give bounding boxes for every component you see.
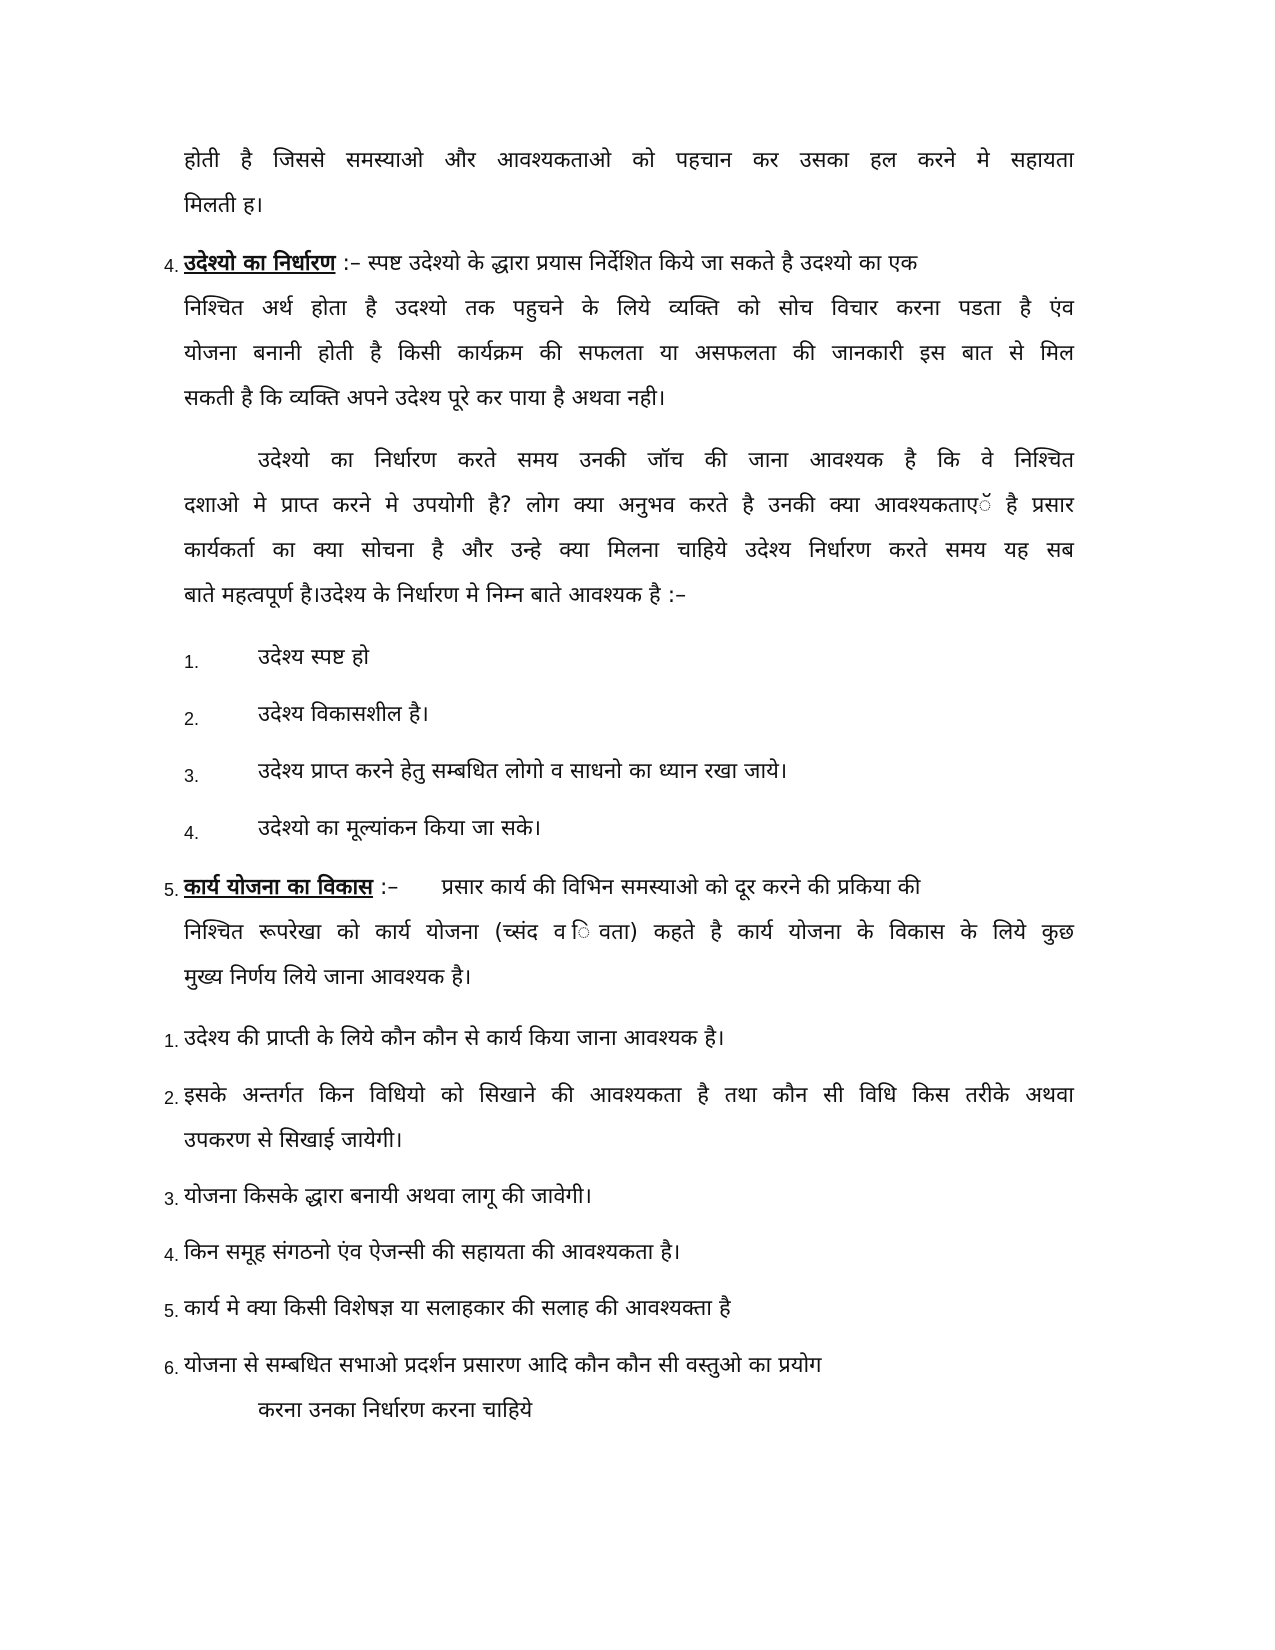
section-4-line-4: सकती है कि व्यक्ति अपने उदेश्य पूरे कर पाया है अथवा नही। [184, 386, 666, 411]
section-4-line-2: निश्चित अर्थ होता है उदश्यो तक पहुचने के लिये व्यक्ति को सोच विचार करना पडता है एंव [184, 296, 1074, 321]
section-5-list-item-6: योजना से सम्बधित सभाओ प्रदर्शन प्रसारण आदि कौन कौन सी वस्तुओ का प्रयोग [184, 1353, 822, 1378]
section-4-list-num-2: 2. [184, 709, 200, 729]
section-4-line-1: स्पष्ट उदेश्यो के द्धारा प्रयास निर्देशित किये जा सकते है उदश्यो का एक [367, 251, 918, 276]
section-5-list-num-1: 1. [164, 1031, 180, 1051]
section-4-heading-line [184, 249, 1074, 279]
intro-line-2: मिलती ह। [184, 193, 264, 218]
section-4-list-num-1: 1. [184, 652, 200, 672]
section-5-list-item-5: कार्य मे क्या किसी विशेषज्ञ या सलाहकार की सलाह की आवश्यक्ता है [184, 1296, 731, 1321]
section-5-list-item-6-cont: करना उनका निर्धारण करना चाहिये [258, 1398, 533, 1423]
section-5-list-num-5: 5. [164, 1301, 180, 1321]
section-5-list-item-4: किन समूह संगठनो एंव ऐजन्सी की सहायता की आवश्यकता है। [184, 1240, 681, 1265]
section-5-line-3: मुख्य निर्णय लिये जाना आवश्यक है। [184, 965, 472, 990]
section-4-list-item-4: उदेश्यो का मूल्यांकन किया जा सके। [258, 816, 542, 841]
section-5-heading: कार्य योजना का विकास [184, 875, 374, 900]
intro-line-1: होती है जिससे समस्याओ और आवश्यकताओ को पहचान कर उसका हल करने मे सहायता [184, 148, 1074, 173]
section-4-number: 4. [164, 256, 180, 276]
section-5-list-num-4: 4. [164, 1245, 180, 1265]
section-5-list-item-2: इसके अन्तर्गत किन विधियो को सिखाने की आवश्यकता है तथा कौन सी विधि किस तरीके अथवा [184, 1083, 1074, 1108]
section-4-para2-line-2: दशाओ मे प्राप्त करने मे उपयोगी है? लोग क्या अनुभव करते है उनकी क्या आवश्यकताएॅ है प्रसार [184, 493, 1074, 518]
section-5-list-item-3: योजना किसके द्धारा बनायी अथवा लागू की जावेगी। [184, 1184, 592, 1209]
section-4-para2-line-3: कार्यकर्ता का क्या सोचना है और उन्हे क्या मिलना चाहिये उदेश्य निर्धारण करते समय यह सब [184, 538, 1074, 563]
section-5-list-item-2-cont: उपकरण से सिखाई जायेगी। [184, 1128, 403, 1153]
section-5-number: 5. [164, 880, 180, 900]
section-5-list-num-3: 3. [164, 1189, 180, 1209]
section-4-list-item-1: उदेश्य स्पष्ट हो [258, 645, 370, 670]
section-5-line-1: प्रसार कार्य की विभिन समस्याओ को दूर करने की प्रकिया की [441, 875, 921, 900]
section-4-heading: उदेश्यो का निर्धारण [184, 251, 336, 276]
section-4-line-3: योजना बनानी होती है किसी कार्यक्रम की सफलता या असफलता की जानकारी इस बात से मिल [184, 341, 1074, 366]
section-4-para2-line-1: उदेश्यो का निर्धारण करते समय उनकी जॉच की जाना आवश्यक है कि वे निश्चित [258, 448, 1074, 473]
section-5-separator: :– [380, 875, 399, 900]
section-4-para2-line-4: बाते महत्वपूर्ण है।उदेश्य के निर्धारण मे निम्न बाते आवश्यक है :– [184, 583, 687, 608]
section-4-list-num-3: 3. [184, 766, 200, 786]
section-4-list-item-3: उदेश्य प्राप्त करने हेतु सम्बधित लोगो व साधनो का ध्यान रखा जाये। [258, 759, 788, 784]
section-5-line-2: निश्चित रूपरेखा को कार्य योजना (च्संद व िवता) कहते है कार्य योजना के विकास के लिये कुछ [184, 920, 1074, 945]
section-5-list-num-6: 6. [164, 1358, 180, 1378]
section-4-separator: :– [342, 251, 361, 276]
section-5-heading-line [184, 873, 1074, 903]
section-4-list-item-2: उदेश्य विकासशील है। [258, 702, 429, 727]
section-4-list-num-4: 4. [184, 823, 200, 843]
section-5-list-item-1: उदेश्य की प्राप्ती के लिये कौन कौन से कार्य किया जाना आवश्यक है। [184, 1026, 725, 1051]
section-5-list-num-2: 2. [164, 1088, 180, 1108]
